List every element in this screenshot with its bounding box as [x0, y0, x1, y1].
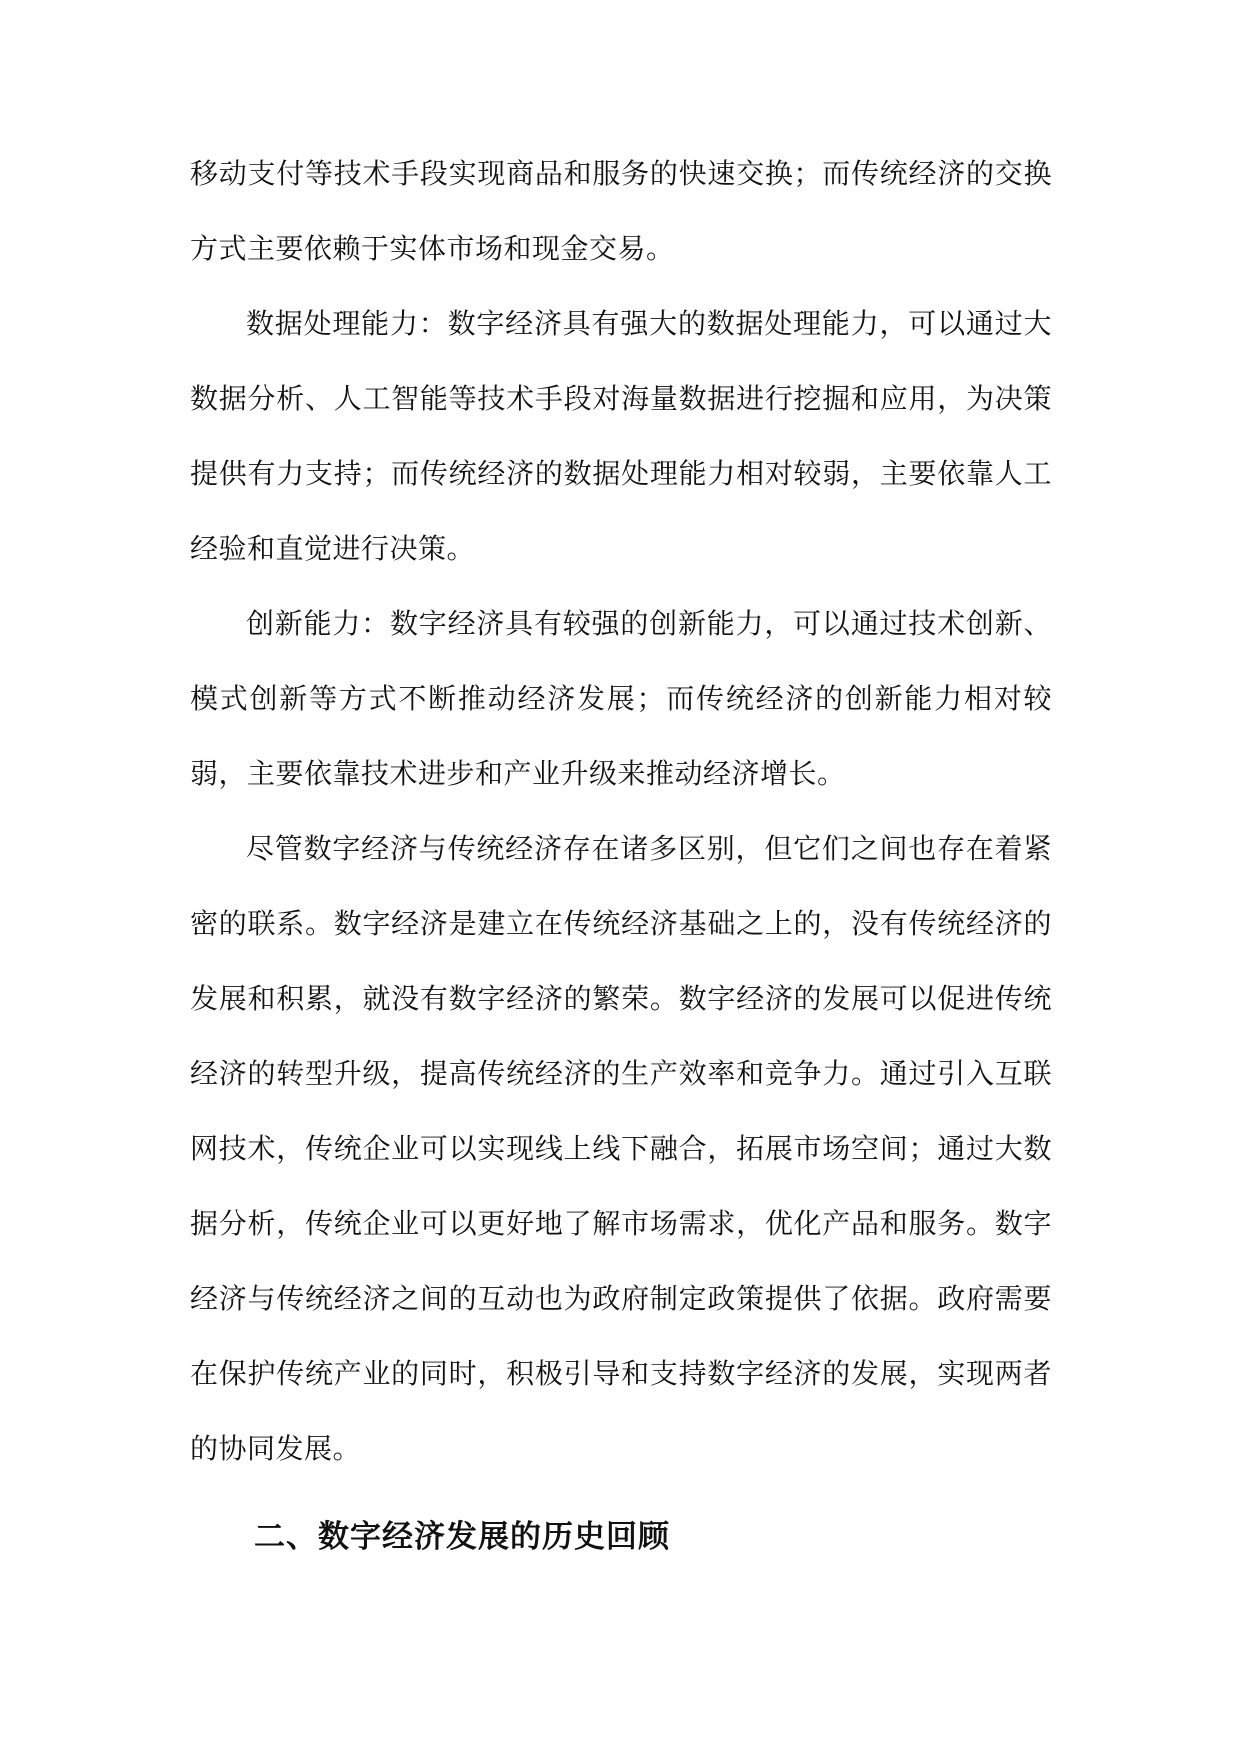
- paragraph-data-processing: 数据处理能力：数字经济具有强大的数据处理能力，可以通过大数据分析、人工智能等技术手段对海量数据进行挖掘和应用，为决策提供有力支持；而传统经济的数据处理能力相对较弱，主要依靠人工经验和直觉进行决策。: [190, 307, 1052, 565]
- paragraph-relationship: 尽管数字经济与传统经济存在诸多区别，但它们之间也存在着紧密的联系。数字经济是建立在传统经济基础之上的，没有传统经济的发展和积累，就没有数字经济的繁荣。数字经济的发展可以促进传统经济的转型升级，提高传统经济的生产效率和竞争力。通过引入互联网技术，传统企业可以实现线上线下融合，拓展市场空间；通过大数据分析，传统企业可以更好地了解市场需求，优化产品和服务。数字经济与传统经济之间的互动也为政府制定政策提供了依据。政府需要在保护传统产业的同时，积极引导和支持数字经济的发展，实现两者的协同发展。: [190, 832, 1052, 1465]
- body-text: [190, 136, 1052, 1486]
- section-heading: 二、数字经济发展的历史回顾: [254, 1519, 670, 1555]
- paragraph-exchange-continuation: 移动支付等技术手段实现商品和服务的快速交换；而传统经济的交换方式主要依赖于实体市场和现金交易。: [190, 157, 1052, 265]
- paragraph-innovation: 创新能力：数字经济具有较强的创新能力，可以通过技术创新、模式创新等方式不断推动经济发展；而传统经济的创新能力相对较弱，主要依靠技术进步和产业升级来推动经济增长。: [190, 607, 1052, 790]
